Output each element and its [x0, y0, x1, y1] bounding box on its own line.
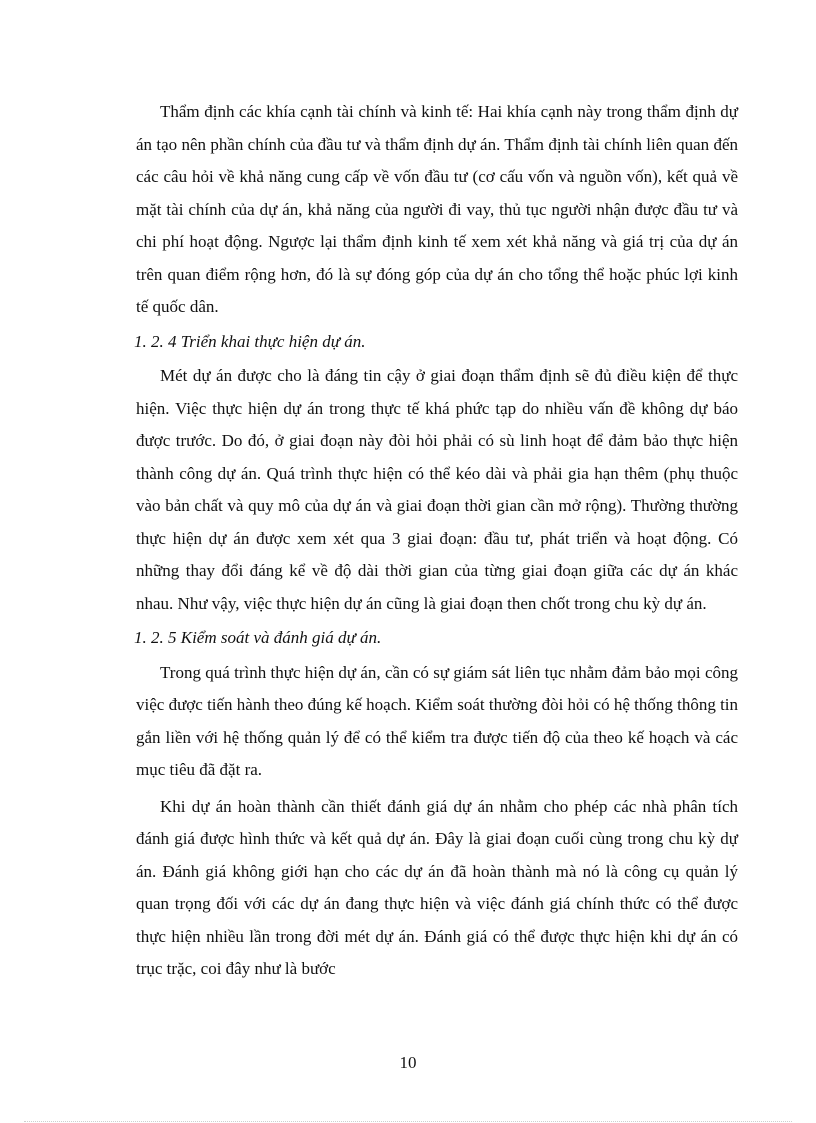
section-heading-1-2-5: 1. 2. 5 Kiểm soát và đánh giá dự án.: [134, 628, 382, 647]
section-heading-1-2-4: 1. 2. 4 Triển khai thực hiện dự án.: [134, 331, 366, 351]
page-bottom-edge: [24, 1121, 792, 1122]
page-number: 10: [399, 1053, 417, 1072]
paragraph-project-evaluation: Khi dự án hoàn thành cần thiết đánh giá dự án nhằm cho phép các nhà phân tích đánh giá được hình thức và kết quả dự án. Đây là giai đoạn cuối cùng trong chu kỳ dự án. Đánh giá không giới hạn cho các dự án đã hoàn thành mà nó là công cụ quản lý quan trọng đối với các dự án đang thực hiện và việc đánh giá chính thức có thể được thực hiện nhiều lần trong đời mét dự án. Đánh giá có thể được thực hiện khi dự án có trục trặc, coi đây như là bước: [136, 796, 738, 978]
paragraph-project-implementation: Mét dự án được cho là đáng tin cậy ở giai đoạn thẩm định sẽ đủ điều kiện để thực hiện. Việc thực hiện dự án trong thực tế khá phức tạp do nhiều vấn đề không dự báo được trước. Do đó, ở giai đoạn này đòi hỏi phải có sù linh hoạt để đảm bảo thực hiện thành công dự án. Quá trình thực hiện có thể kéo dài và phải gia hạn thêm (phụ thuộc vào bản chất và quy mô của dự án và giai đoạn thời gian cần mở rộng). Thường thường thực hiện dự án được xem xét qua 3 giai đoạn: đầu tư, phát triển và hoạt động. Có những thay đổi đáng kể về độ dài thời gian của từng giai đoạn giữa các dự án khác nhau. Như vậy, việc thực hiện dự án cũng là giai đoạn then chốt trong chu kỳ dự án.: [136, 366, 738, 613]
paragraph-project-monitoring: Trong quá trình thực hiện dự án, cần có sự giám sát liên tục nhằm đảm bảo mọi công việc được tiến hành theo đúng kế hoạch. Kiểm soát thường đòi hỏi có hệ thống thông tin gắn liền với hệ thống quản lý để có thể kiểm tra được tiến độ của theo kế hoạch và các mục tiêu đã đặt ra.: [136, 662, 739, 779]
page-body: [136, 96, 738, 986]
paragraph-financial-economic-appraisal: Thẩm định các khía cạnh tài chính và kinh tế: Hai khía cạnh này trong thẩm định dự án tạo nên phần chính của đầu tư và thẩm định dự án. Thẩm định tài chính liên quan đến các câu hỏi về khả năng cung cấp về vốn đầu tư (cơ cấu vốn và nguồn vốn), kết quả về mặt tài chính của dự án, khả năng của người đi vay, thủ tục người nhận được đầu tư và chi phí hoạt động. Ngược lại thẩm định kinh tế xem xét khả năng và giá trị của dự án trên quan điểm rộng hơn, đó là sự đóng góp của dự án cho tổng thể hoặc phúc lợi kinh tế quốc dân.: [136, 102, 738, 316]
